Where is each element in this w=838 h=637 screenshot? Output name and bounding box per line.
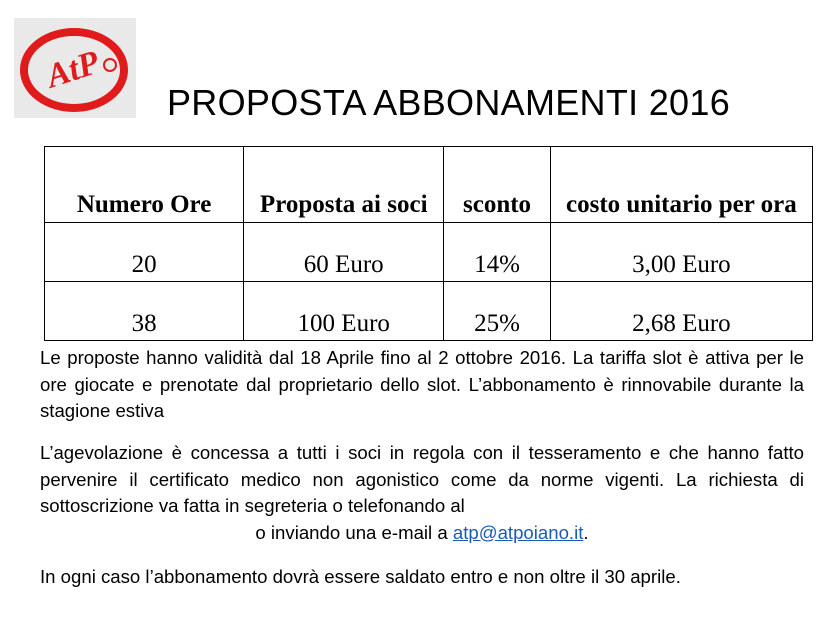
header-offer: Proposta ai soci — [244, 147, 444, 223]
cell-offer: 100 Euro — [244, 282, 444, 341]
header-unit-cost: costo unitario per ora — [550, 147, 812, 223]
header-discount: sconto — [444, 147, 550, 223]
cell-discount: 25% — [444, 282, 550, 341]
payment-paragraph: In ogni caso l’abbonamento dovrà essere saldato entro e non oltre il 30 aprile. — [40, 566, 681, 587]
table-header-row — [45, 147, 813, 223]
contact-text: o inviando una e-mail a — [255, 521, 448, 543]
cell-unit-cost: 2,68 Euro — [550, 282, 812, 341]
contact-line — [40, 520, 804, 547]
table-row — [45, 282, 813, 341]
validity-paragraph: Le proposte hanno validità dal 18 Aprile fino al 2 ottobre 2016. La tariffa slot è attiva per le ore giocate e prenotate dal proprietario dello slot. L’abbonamento è rinnovabile durante la stagione estiva — [40, 347, 804, 421]
cell-hours: 38 — [45, 282, 244, 341]
atp-logo — [14, 18, 136, 118]
atp-logo-icon — [14, 18, 136, 118]
subscription-table — [44, 146, 813, 341]
header-hours: Numero Ore — [45, 147, 244, 223]
cell-unit-cost: 3,00 Euro — [550, 223, 812, 282]
page-title: PROPOSTA ABBONAMENTI 2016 — [167, 82, 731, 123]
table-row — [45, 223, 813, 282]
cell-discount: 14% — [444, 223, 550, 282]
email-link[interactable]: atp@atpoiano.it — [452, 521, 584, 543]
cell-hours: 20 — [45, 223, 244, 282]
contact-period: . — [583, 521, 589, 543]
eligibility-text: L’agevolazione è concessa a tutti i soci in regola con il tesseramento e che hanno fatto pervenire il certificato medico non agonistico come da norme vigenti. La richiesta di sottoscrizione va fatta in segreteria o telefonando al — [40, 442, 804, 516]
eligibility-paragraph — [40, 440, 804, 546]
cell-offer: 60 Euro — [244, 223, 444, 282]
svg-text:AtP: AtP — [42, 43, 104, 96]
